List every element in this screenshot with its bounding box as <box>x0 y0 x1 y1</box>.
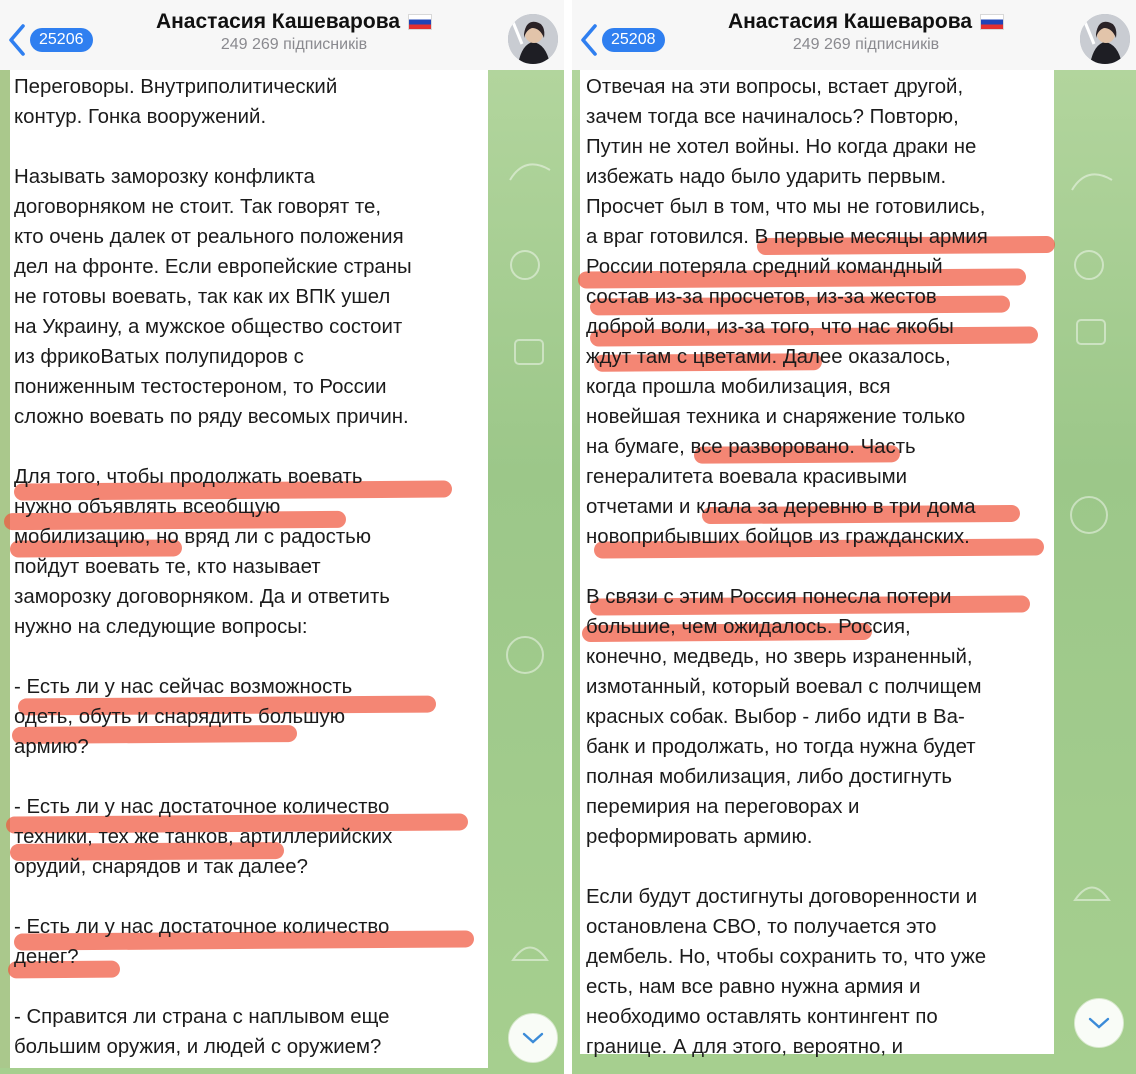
message-line: на бумаге, все разворовано. Часть <box>586 436 916 458</box>
message-line: договорняком не стоит. Так говорят те, <box>14 196 382 218</box>
doodle-icon <box>1064 240 1114 290</box>
message-line: сложно воевать по ряду весомых причин. <box>14 406 409 428</box>
message-line: на Украину, а мужское общество состоит <box>14 316 403 338</box>
subscriber-count: 249 269 підписників <box>792 36 940 53</box>
doodle-icon <box>1067 310 1117 360</box>
message-text <box>586 72 988 1062</box>
unread-badge: 25208 <box>602 28 665 52</box>
message-line: - Есть ли у нас сейчас возможность <box>14 676 353 698</box>
message-line: заморозку договорняком. Да и ответить <box>14 586 390 608</box>
message-line: дембель. Но, чтобы сохранить то, что уже <box>586 946 987 968</box>
message-line: России потеряла средний командный <box>586 256 943 278</box>
message-line: орудий, снарядов и так далее? <box>14 856 308 878</box>
message-line: полная мобилизация, либо достигнуть <box>586 766 952 788</box>
subscriber-count: 249 269 підписників <box>220 36 368 53</box>
russia-flag-icon <box>980 14 1004 30</box>
avatar[interactable] <box>1080 14 1130 64</box>
blank-line <box>586 552 988 582</box>
message-line: измотанный, который воевал с полчищем <box>586 676 982 698</box>
message-line: Путин не хотел войны. Но когда драки не <box>586 136 977 158</box>
message-line: мобилизацию, но вряд ли с радостью <box>14 526 372 548</box>
right-screenshot <box>572 0 1136 1074</box>
message-line: техники, тех же танков, артиллерийских <box>14 826 393 848</box>
message-line: состав из-за просчетов, из-за жестов <box>586 286 937 308</box>
doodle-icon <box>505 930 555 980</box>
blank-line <box>14 432 412 462</box>
message-line: когда прошла мобилизация, вся <box>586 376 891 398</box>
back-button[interactable] <box>578 22 665 58</box>
chevron-left-icon <box>6 22 28 58</box>
chat-header <box>0 0 564 70</box>
left-screenshot <box>0 0 564 1074</box>
message-line: новоприбывших бойцов из гражданских. <box>586 526 970 548</box>
doodle-icon <box>505 150 555 190</box>
doodle-icon <box>1064 490 1114 540</box>
chevron-down-icon <box>521 1030 545 1046</box>
message-line: денег? <box>14 946 79 968</box>
message-line: Просчет был в том, что мы не готовились, <box>586 196 986 218</box>
blank-line <box>14 972 412 1002</box>
doodle-icon <box>505 330 555 380</box>
channel-name: Анастасия Кашеварова <box>155 10 401 33</box>
message-line: реформировать армию. <box>586 826 813 848</box>
chevron-down-icon <box>1087 1015 1111 1031</box>
message-line: генералитета воевала красивыми <box>586 466 908 488</box>
chevron-left-icon <box>578 22 600 58</box>
message-line: зачем тогда все начиналось? Повторю, <box>586 106 959 128</box>
doodle-icon <box>500 630 550 680</box>
message-line: доброй воли, из-за того, что нас якобы <box>586 316 954 338</box>
message-line: красных собак. Выбор - либо идти в Ва- <box>586 706 965 728</box>
message-line: армию? <box>14 736 89 758</box>
message-line: Если будут достигнуты договоренности и <box>586 886 978 908</box>
blank-line <box>14 882 412 912</box>
message-line: одеть, обуть и снарядить большую <box>14 706 345 728</box>
message-line: пойдут воевать те, кто называет <box>14 556 321 578</box>
message-line: избежать надо было ударить первым. <box>586 166 947 188</box>
channel-info[interactable] <box>684 10 1048 54</box>
blank-line <box>586 852 988 882</box>
message-line: новейшая техника и снаряжение только <box>586 406 966 428</box>
message-line: Отвечая на эти вопросы, встает другой, <box>586 76 964 98</box>
doodle-icon <box>1067 160 1117 200</box>
unread-badge: 25206 <box>30 28 93 52</box>
message-line: дел на фронте. Если европейские страны <box>14 256 412 278</box>
message-line: Называть заморозку конфликта <box>14 166 315 188</box>
message-line: остановлена СВО, то получается это <box>586 916 937 938</box>
avatar[interactable] <box>508 14 558 64</box>
back-button[interactable] <box>6 22 93 58</box>
message-line: большие, чем ожидалось. Россия, <box>586 616 911 638</box>
message-line: большим оружия, и людей с оружием? <box>14 1036 382 1058</box>
avatar-photo <box>1080 14 1130 64</box>
message-line: необходимо оставлять контингент по <box>586 1006 938 1028</box>
message-line: банк и продолжать, но тогда нужна будет <box>586 736 976 758</box>
channel-title <box>728 10 1004 34</box>
channel-name: Анастасия Кашеварова <box>727 10 973 33</box>
message-line: нужно объявлять всеобщую <box>14 496 281 518</box>
doodle-icon <box>500 240 550 290</box>
channel-info[interactable] <box>112 10 476 54</box>
message-line: из фрикоВатых полупидоров с <box>14 346 304 368</box>
russia-flag-icon <box>408 14 432 30</box>
message-line: не готовы воевать, так как их ВПК ушел <box>14 286 391 308</box>
message-line: В связи с этим Россия понесла потери <box>586 586 952 608</box>
chat-header <box>572 0 1136 70</box>
message-text <box>14 72 412 1062</box>
scroll-down-button[interactable] <box>1074 998 1124 1048</box>
doodle-icon <box>1067 870 1117 920</box>
message-line: контур. Гонка вооружений. <box>14 106 267 128</box>
message-line: отчетами и клала за деревню в три дома <box>586 496 976 518</box>
blank-line <box>14 132 412 162</box>
blank-line <box>14 642 412 672</box>
message-line: ждут там с цветами. Далее оказалось, <box>586 346 951 368</box>
avatar-photo <box>508 14 558 64</box>
message-line: Для того, чтобы продолжать воевать <box>14 466 363 488</box>
message-line: - Есть ли у нас достаточное количество <box>14 796 390 818</box>
channel-title <box>156 10 432 34</box>
message-line: - Справится ли страна с наплывом еще <box>14 1006 390 1028</box>
message-line: перемирия на переговорах и <box>586 796 860 818</box>
message-line: есть, нам все равно нужна армия и <box>586 976 921 998</box>
message-line: пониженным тестостероном, то России <box>14 376 387 398</box>
message-line: а враг готовился. В первые месяцы армия <box>586 226 988 248</box>
message-line: кто очень далек от реального положения <box>14 226 404 248</box>
message-line: Переговоры. Внутриполитический <box>14 76 338 98</box>
message-line: конечно, медведь, но зверь израненный, <box>586 646 973 668</box>
blank-line <box>14 762 412 792</box>
message-line: границе. А для этого, вероятно, и <box>586 1036 904 1058</box>
scroll-down-button[interactable] <box>508 1013 558 1063</box>
message-line: нужно на следующие вопросы: <box>14 616 308 638</box>
message-line: - Есть ли у нас достаточное количество <box>14 916 390 938</box>
